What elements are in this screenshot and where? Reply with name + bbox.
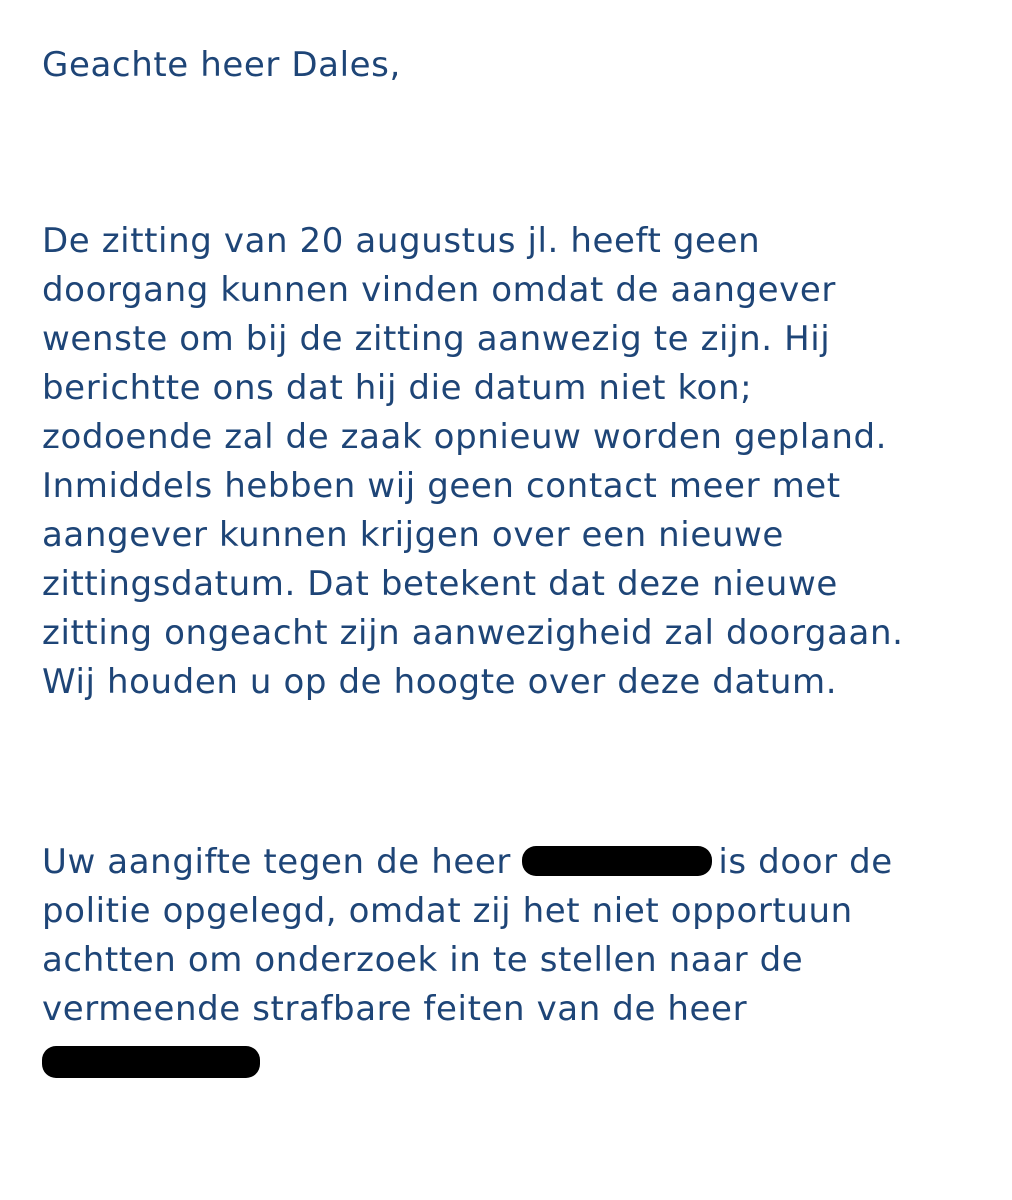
paragraph2-line <box>42 1036 260 1084</box>
paragraph1-line: aangever kunnen krijgen over een nieuwe <box>42 515 784 555</box>
paragraph2-line: politie opgelegd, omdat zij het niet opportuun <box>42 891 853 931</box>
paragraph2-line1-start: Uw aangifte tegen de heer <box>42 842 523 882</box>
paragraph1-line: zitting ongeacht zijn aanwezigheid zal doorgaan. <box>42 613 904 653</box>
redacted-name-mark <box>522 846 712 876</box>
paragraph1-line: zodoende zal de zaak opnieuw worden gepland. <box>42 417 888 457</box>
paragraph2-line <box>42 838 893 886</box>
paragraph1-line: wenste om bij de zitting aanwezig te zijn. Hij <box>42 319 831 359</box>
paragraph2-line1-end: is door de <box>718 842 893 882</box>
salutation: Geachte heer Dales, <box>42 45 401 85</box>
paragraph1-line: doorgang kunnen vinden omdat de aangever <box>42 270 836 310</box>
paragraph1-line: berichtte ons dat hij die datum niet kon; <box>42 368 753 408</box>
paragraph2-line: vermeende strafbare feiten van de heer <box>42 989 748 1029</box>
paragraph2-line: achtten om onderzoek in te stellen naar de <box>42 940 804 980</box>
paragraph1-line: De zitting van 20 augustus jl. heeft geen <box>42 221 761 261</box>
paragraph1-line: Wij houden u op de hoogte over deze datum. <box>42 662 838 702</box>
paragraph1-line: zittingsdatum. Dat betekent dat deze nieuwe <box>42 564 838 604</box>
redacted-name-mark <box>42 1046 260 1078</box>
paragraph1-line: Inmiddels hebben wij geen contact meer met <box>42 466 841 506</box>
